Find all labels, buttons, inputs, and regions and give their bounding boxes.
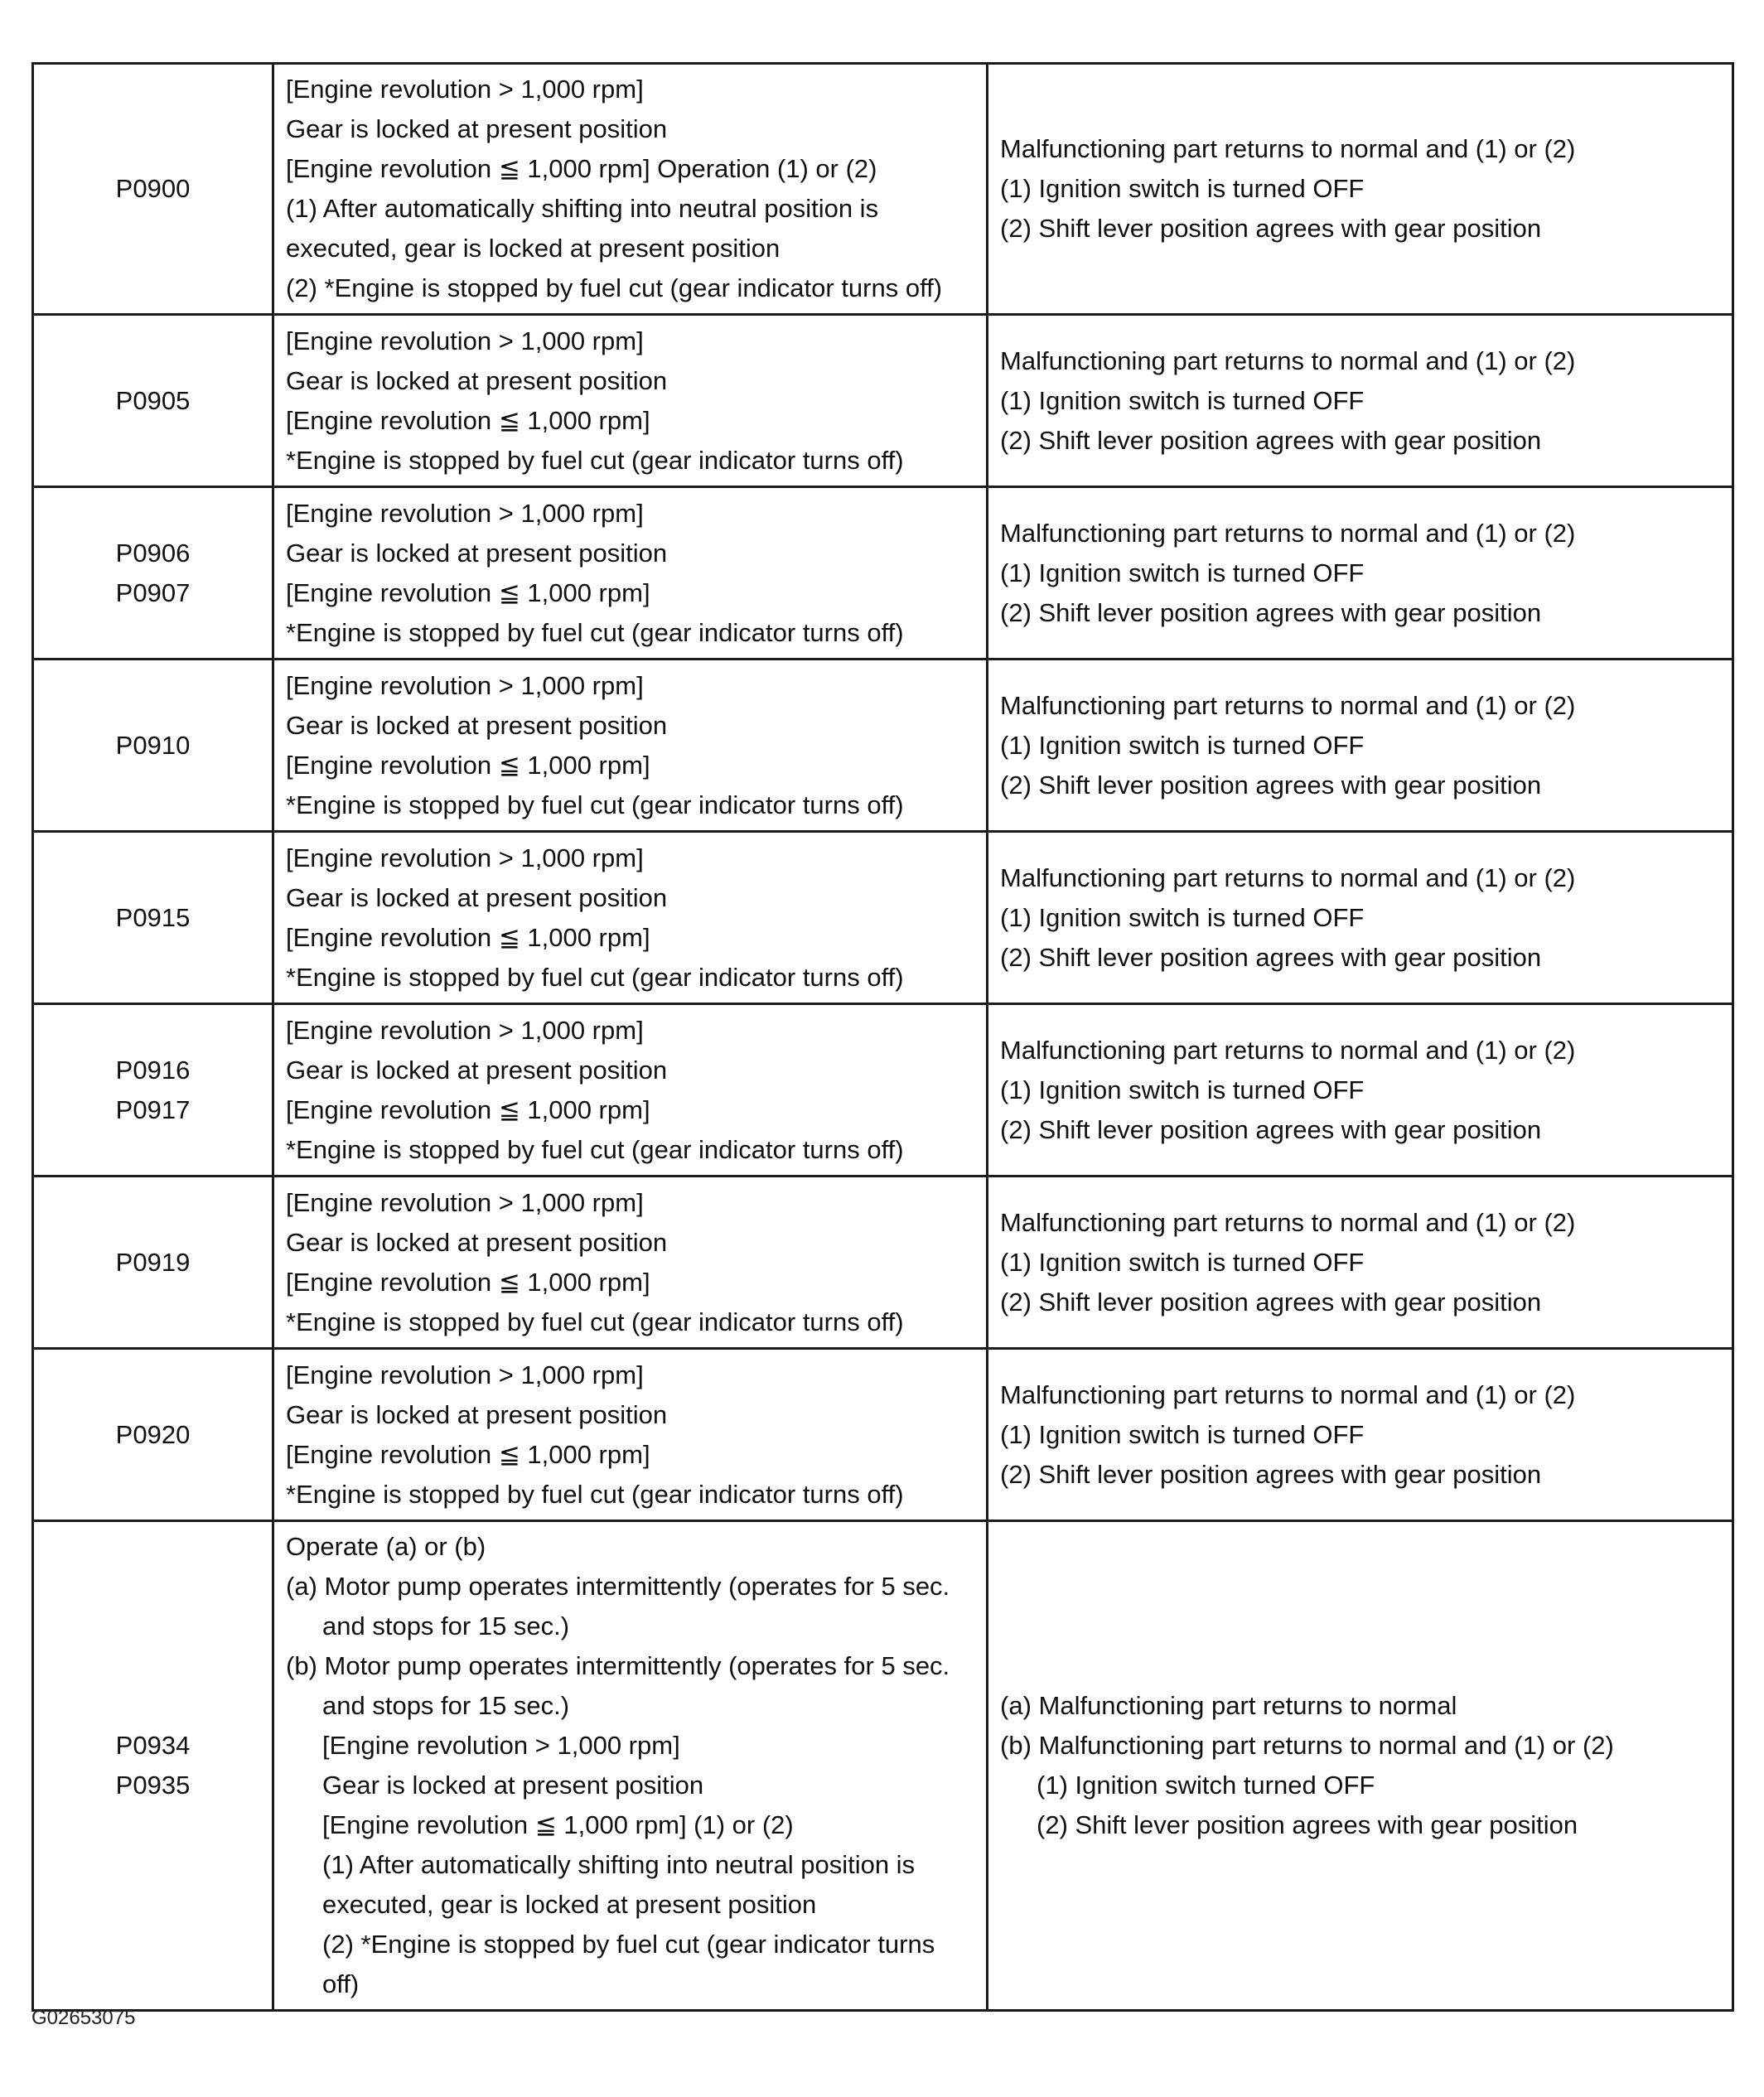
- table-row: [33, 64, 1733, 315]
- fail-safe-line: off): [322, 1969, 360, 1998]
- release-condition-line: (2) Shift lever position agrees with gear position: [1000, 770, 1542, 800]
- dtc-code-cell: [33, 660, 273, 832]
- fail-safe-line: [Engine revolution ≦ 1,000 rpm]: [286, 1094, 650, 1124]
- fail-safe-line: (b) Motor pump operates intermittently (operates for 5 sec.: [286, 1651, 950, 1680]
- dtc-code-cell: [33, 1177, 273, 1349]
- fail-safe-operation-cell: [273, 64, 988, 315]
- fail-safe-line: (1) After automatically shifting into neutral position is: [286, 194, 879, 223]
- fail-safe-line: [Engine revolution ≦ 1,000 rpm] (1) or (2): [322, 1810, 794, 1839]
- fail-safe-line: [Engine revolution > 1,000 rpm]: [286, 1015, 644, 1045]
- release-condition-cell: [988, 64, 1733, 315]
- fail-safe-operation-cell: [273, 1521, 988, 2011]
- dtc-code: P0916: [115, 1055, 191, 1085]
- release-condition-line: Malfunctioning part returns to normal and (1) or (2): [1000, 345, 1576, 375]
- fail-safe-line: executed, gear is locked at present position: [286, 234, 781, 263]
- release-condition-cell: [988, 1004, 1733, 1177]
- release-condition-line: (1) Ignition switch is turned OFF: [1000, 1247, 1365, 1277]
- dtc-code-cell: [33, 832, 273, 1004]
- release-condition-cell: [988, 660, 1733, 832]
- fail-safe-line: [Engine revolution ≦ 1,000 rpm] Operation (1) or (2): [286, 154, 877, 183]
- fail-safe-line: Gear is locked at present position: [286, 538, 668, 568]
- release-condition-line: (1) Ignition switch is turned OFF: [1000, 174, 1365, 203]
- fail-safe-line: [Engine revolution ≦ 1,000 rpm]: [286, 405, 650, 435]
- release-condition-line: (2) Shift lever position agrees with gear position: [1000, 1459, 1542, 1489]
- dtc-code: P0934: [115, 1731, 191, 1760]
- dtc-code-cell: [33, 315, 273, 487]
- dtc-code-cell: [33, 64, 273, 315]
- release-condition-line: (2) Shift lever position agrees with gear position: [1000, 1287, 1542, 1317]
- fail-safe-line: and stops for 15 sec.): [322, 1691, 570, 1720]
- fail-safe-line: [Engine revolution > 1,000 rpm]: [286, 326, 644, 355]
- release-condition-line: (2) Shift lever position agrees with gear position: [1037, 1810, 1578, 1839]
- table-row: [33, 1349, 1733, 1521]
- fail-safe-line: Gear is locked at present position: [286, 1227, 668, 1257]
- fail-safe-line: [Engine revolution > 1,000 rpm]: [286, 75, 644, 104]
- release-condition-line: (1) Ignition switch is turned OFF: [1000, 385, 1365, 415]
- fail-safe-line: Gear is locked at present position: [286, 365, 668, 395]
- fail-safe-line: [Engine revolution > 1,000 rpm]: [286, 1187, 644, 1217]
- release-condition-line: Malfunctioning part returns to normal and (1) or (2): [1000, 518, 1576, 548]
- dtc-code-cell: [33, 1521, 273, 2011]
- fail-safe-line: Gear is locked at present position: [286, 1399, 668, 1429]
- release-condition-line: (2) Shift lever position agrees with gear position: [1000, 1114, 1542, 1144]
- fail-safe-line: Gear is locked at present position: [286, 1055, 668, 1085]
- dtc-code: P0910: [115, 730, 191, 760]
- fail-safe-line: [Engine revolution ≦ 1,000 rpm]: [286, 1267, 650, 1297]
- fail-safe-operation-cell: [273, 487, 988, 660]
- release-condition-line: (2) Shift lever position agrees with gear position: [1000, 942, 1542, 972]
- fail-safe-line: *Engine is stopped by fuel cut (gear indicator turns off): [286, 790, 904, 819]
- release-condition-cell: [988, 315, 1733, 487]
- dtc-code: P0905: [115, 385, 191, 415]
- dtc-code: P0920: [115, 1419, 191, 1449]
- fail-safe-line: Gear is locked at present position: [286, 114, 668, 143]
- dtc-code-cell: [33, 1004, 273, 1177]
- fail-safe-line: and stops for 15 sec.): [322, 1611, 570, 1640]
- fail-safe-line: [Engine revolution ≦ 1,000 rpm]: [286, 1439, 650, 1469]
- fail-safe-line: [Engine revolution > 1,000 rpm]: [286, 843, 644, 872]
- fail-safe-line: Gear is locked at present position: [322, 1771, 704, 1800]
- fail-safe-line: Gear is locked at present position: [286, 882, 668, 912]
- table-row: [33, 1177, 1733, 1349]
- release-condition-line: (1) Ignition switch is turned OFF: [1000, 558, 1365, 587]
- figure-id: G02653075: [31, 2007, 136, 2029]
- fail-safe-line: Operate (a) or (b): [286, 1532, 486, 1561]
- release-condition-line: Malfunctioning part returns to normal and (1) or (2): [1000, 1035, 1576, 1065]
- table-row: [33, 660, 1733, 832]
- release-condition-line: Malfunctioning part returns to normal and (1) or (2): [1000, 1379, 1576, 1409]
- table-row: [33, 1004, 1733, 1177]
- release-condition-line: (1) Ignition switch is turned OFF: [1000, 1075, 1365, 1104]
- table-row: [33, 832, 1733, 1004]
- fail-safe-line: [Engine revolution > 1,000 rpm]: [286, 1360, 644, 1389]
- fail-safe-operation-cell: [273, 1004, 988, 1177]
- release-condition-line: (2) Shift lever position agrees with gear position: [1000, 425, 1542, 455]
- fail-safe-line: *Engine is stopped by fuel cut (gear indicator turns off): [286, 1307, 904, 1336]
- release-condition-line: (1) Ignition switch is turned OFF: [1000, 902, 1365, 932]
- fail-safe-line: Gear is locked at present position: [286, 710, 668, 740]
- fail-safe-line: (1) After automatically shifting into neutral position is: [322, 1850, 916, 1879]
- fail-safe-line: (a) Motor pump operates intermittently (operates for 5 sec.: [286, 1572, 950, 1601]
- release-condition-line: (2) Shift lever position agrees with gear position: [1000, 214, 1542, 243]
- fail-safe-operation-cell: [273, 832, 988, 1004]
- table-row: [33, 487, 1733, 660]
- fail-safe-line: [Engine revolution ≦ 1,000 rpm]: [286, 922, 650, 952]
- fail-safe-operation-cell: [273, 1349, 988, 1521]
- fail-safe-line: *Engine is stopped by fuel cut (gear indicator turns off): [286, 962, 904, 992]
- dtc-code: P0935: [115, 1771, 191, 1800]
- fail-safe-line: *Engine is stopped by fuel cut (gear indicator turns off): [286, 1134, 904, 1164]
- dtc-fail-safe-table: [31, 62, 1734, 2012]
- release-condition-cell: [988, 487, 1733, 660]
- release-condition-line: (1) Ignition switch is turned OFF: [1000, 1419, 1365, 1449]
- fail-safe-line: *Engine is stopped by fuel cut (gear indicator turns off): [286, 445, 904, 475]
- fail-safe-line: [Engine revolution > 1,000 rpm]: [322, 1731, 680, 1760]
- fail-safe-line: *Engine is stopped by fuel cut (gear indicator turns off): [286, 1479, 904, 1509]
- fail-safe-line: (2) *Engine is stopped by fuel cut (gear indicator turns: [322, 1930, 935, 1959]
- release-condition-line: (a) Malfunctioning part returns to normal: [1000, 1691, 1457, 1720]
- dtc-code: P0915: [115, 902, 191, 932]
- fail-safe-operation-cell: [273, 315, 988, 487]
- table-row: [33, 315, 1733, 487]
- dtc-code-cell: [33, 487, 273, 660]
- fail-safe-line: *Engine is stopped by fuel cut (gear indicator turns off): [286, 617, 904, 647]
- fail-safe-line: [Engine revolution > 1,000 rpm]: [286, 670, 644, 700]
- table-row: [33, 1521, 1733, 2011]
- fail-safe-operation-cell: [273, 1177, 988, 1349]
- release-condition-line: Malfunctioning part returns to normal and (1) or (2): [1000, 1207, 1576, 1237]
- release-condition-line: (b) Malfunctioning part returns to normal and (1) or (2): [1000, 1731, 1614, 1760]
- release-condition-line: Malfunctioning part returns to normal and (1) or (2): [1000, 690, 1576, 720]
- release-condition-line: (1) Ignition switch is turned OFF: [1000, 730, 1365, 760]
- release-condition-cell: [988, 1521, 1733, 2011]
- release-condition-line: (1) Ignition switch turned OFF: [1037, 1771, 1375, 1800]
- fail-safe-operation-cell: [273, 660, 988, 832]
- release-condition-line: Malfunctioning part returns to normal and (1) or (2): [1000, 862, 1576, 892]
- dtc-code-cell: [33, 1349, 273, 1521]
- dtc-code: P0906: [115, 538, 191, 568]
- release-condition-line: Malfunctioning part returns to normal and (1) or (2): [1000, 134, 1576, 163]
- fail-safe-line: [Engine revolution ≦ 1,000 rpm]: [286, 750, 650, 780]
- release-condition-cell: [988, 832, 1733, 1004]
- dtc-code: P0919: [115, 1247, 191, 1277]
- release-condition-cell: [988, 1177, 1733, 1349]
- fail-safe-line: (2) *Engine is stopped by fuel cut (gear indicator turns off): [286, 273, 943, 302]
- table-body: [33, 64, 1733, 2011]
- release-condition-cell: [988, 1349, 1733, 1521]
- dtc-code: P0907: [115, 577, 191, 607]
- dtc-code: P0917: [115, 1094, 191, 1124]
- dtc-code: P0900: [115, 174, 191, 203]
- fail-safe-line: [Engine revolution ≦ 1,000 rpm]: [286, 577, 650, 607]
- release-condition-line: (2) Shift lever position agrees with gear position: [1000, 597, 1542, 627]
- fail-safe-line: executed, gear is locked at present position: [322, 1890, 817, 1919]
- fail-safe-line: [Engine revolution > 1,000 rpm]: [286, 498, 644, 528]
